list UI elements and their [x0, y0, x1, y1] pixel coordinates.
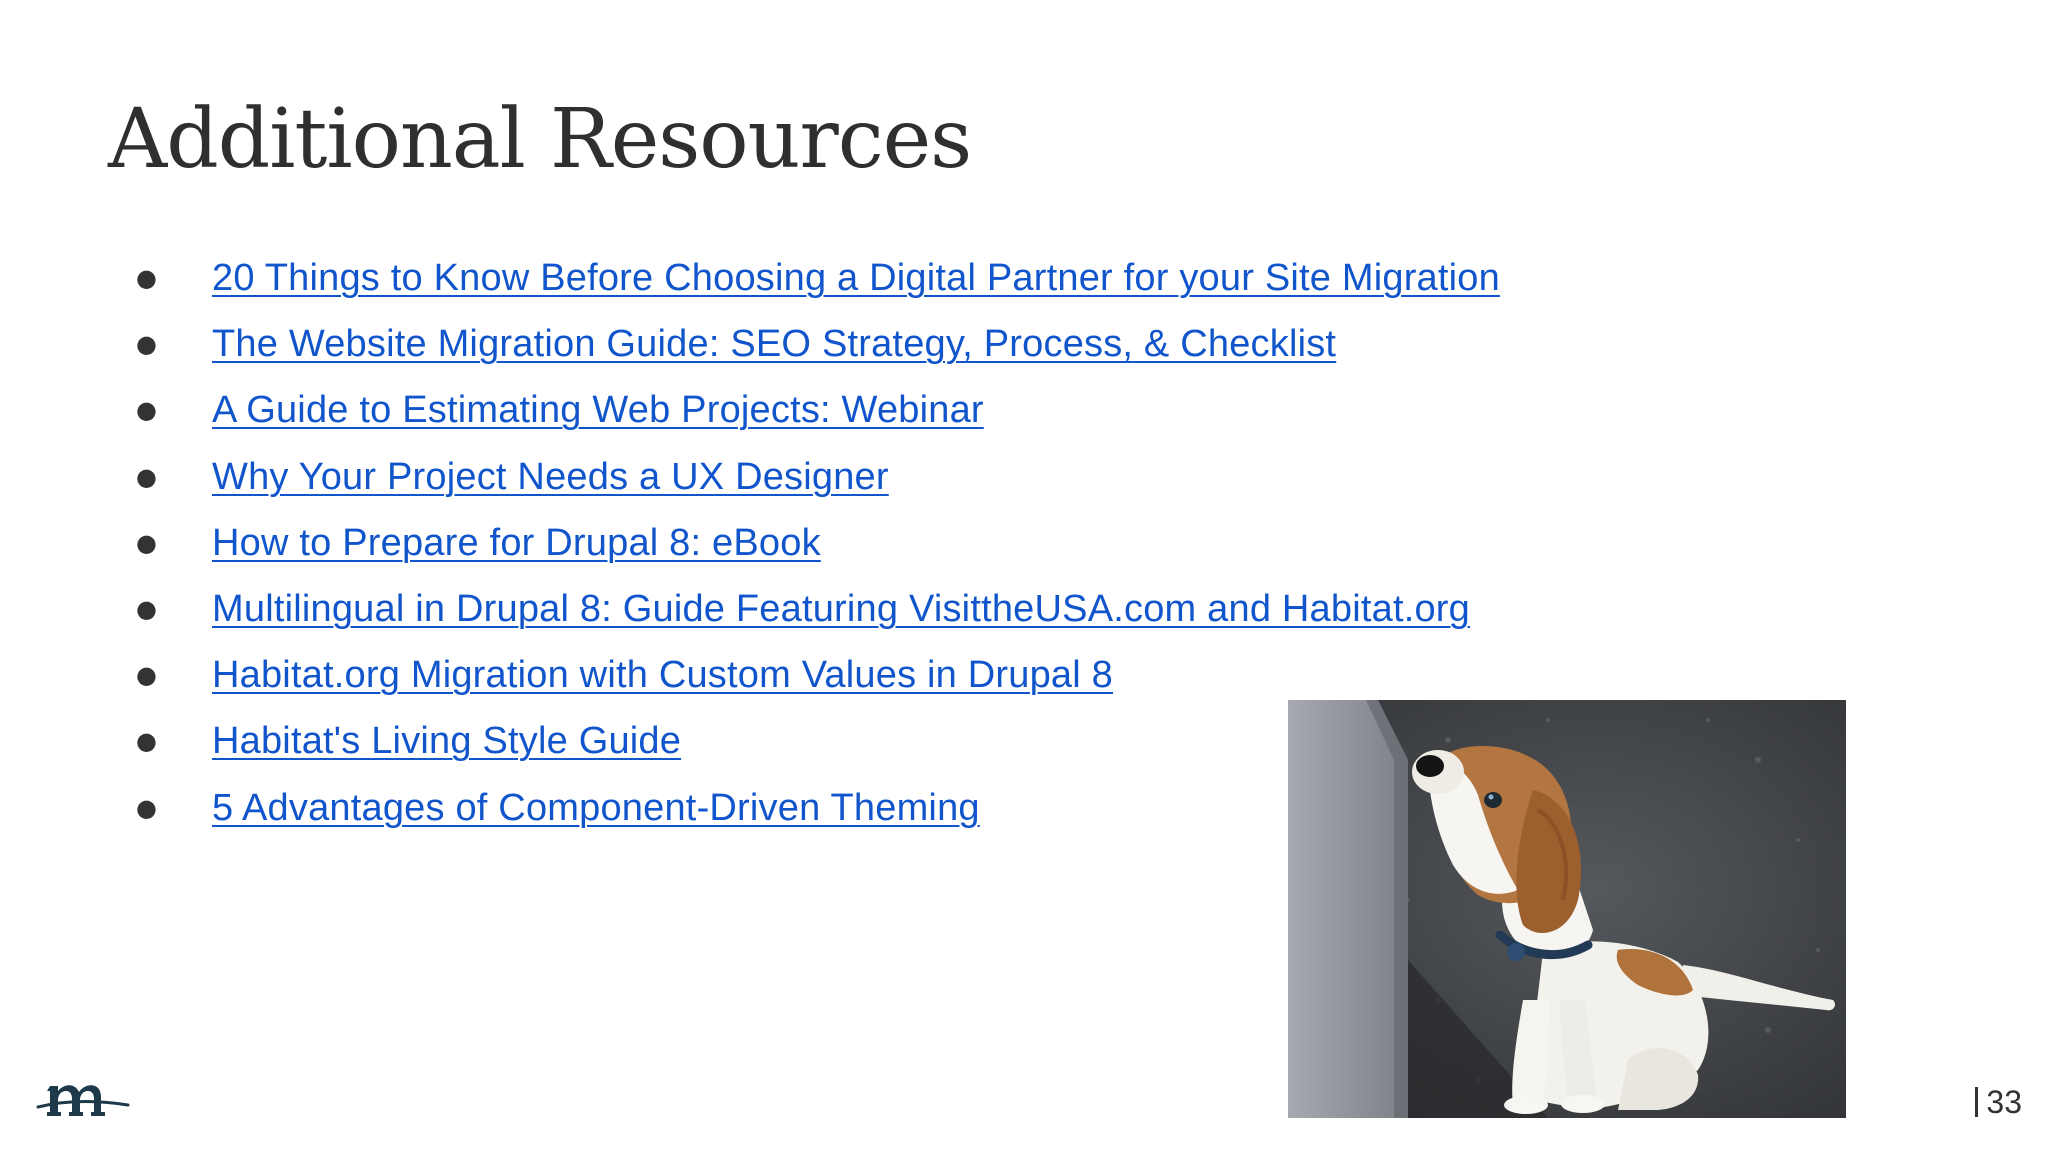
- list-item: [136, 515, 1500, 581]
- page-number-value: 33: [1986, 1084, 2022, 1120]
- bullet-icon: ●: [136, 661, 157, 690]
- bullet-icon: ●: [136, 396, 157, 425]
- resource-link[interactable]: Habitat's Living Style Guide: [212, 720, 682, 763]
- list-item: [136, 316, 1500, 382]
- list-item: [136, 250, 1500, 316]
- bullet-icon: ●: [136, 264, 157, 292]
- beagle-puppy-photo: [1288, 700, 1846, 1118]
- resource-link[interactable]: Habitat.org Migration with Custom Values in Drupal 8: [212, 654, 1113, 697]
- mediacurrent-logo: [36, 1074, 132, 1122]
- page-number: [1975, 1084, 2022, 1121]
- bullet-icon: ●: [136, 594, 157, 623]
- bullet-icon: ●: [136, 330, 157, 359]
- resource-link[interactable]: 20 Things to Know Before Choosing a Digital Partner for your Site Migration: [212, 257, 1500, 299]
- resource-link[interactable]: 5 Advantages of Component-Driven Theming: [212, 786, 980, 829]
- bullet-icon: ●: [136, 528, 157, 557]
- bullet-icon: ●: [136, 727, 157, 756]
- slide-title: Additional Resources: [108, 92, 972, 187]
- page-divider: [1975, 1087, 1978, 1117]
- resource-link[interactable]: Multilingual in Drupal 8: Guide Featuring VisittheUSA.com and Habitat.org: [212, 587, 1470, 630]
- resource-link[interactable]: How to Prepare for Drupal 8: eBook: [212, 521, 821, 564]
- list-item: [136, 382, 1500, 448]
- resource-link[interactable]: A Guide to Estimating Web Projects: Webinar: [212, 389, 984, 432]
- resource-link[interactable]: The Website Migration Guide: SEO Strategy, Process, & Checklist: [212, 323, 1337, 366]
- list-item: [136, 449, 1500, 515]
- resource-link[interactable]: Why Your Project Needs a UX Designer: [212, 455, 889, 498]
- bullet-icon: ●: [136, 462, 157, 491]
- bullet-icon: ●: [136, 793, 157, 822]
- list-item: [136, 581, 1500, 647]
